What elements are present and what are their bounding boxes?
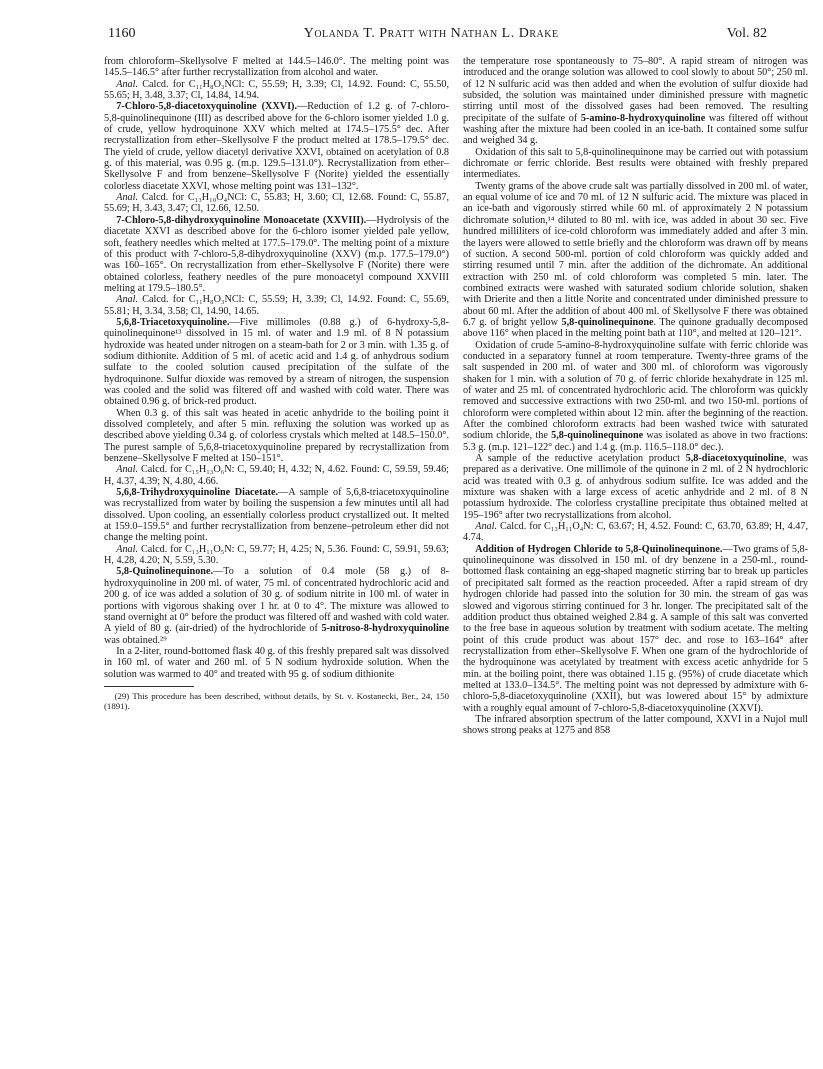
- paragraph: [463, 56, 808, 147]
- running-header: [108, 26, 767, 46]
- analysis-paragraph: [104, 192, 449, 215]
- compound-paragraph: [104, 487, 449, 544]
- analysis-text: Calcd. for C₁₃H₁₀O₄NCl: C, 55.83; H, 3.60; Cl, 12.68. Found: C, 55.87, 55.69; H, 3.43, 3.47; Cl, 12.66, 12.50.: [104, 192, 449, 215]
- paragraph-text: —A sample of 5,6,8-triacetoxyquinoline was recrystallized from water by boiling the suspension a few minutes until all had dissolved. Upon cooling, an essentially colorless product crystallized out. It melted at 159.0–159.5° and further recrystallization from benzene–petroleum ether did not change the melting point.: [104, 487, 449, 544]
- analysis-paragraph: [104, 294, 449, 317]
- analysis-paragraph: [104, 79, 449, 102]
- paragraph-text: —Two grams of 5,8-quinolinequinone was dissolved in 150 ml. of dry benzene in a 250-ml., round-bottomed flask containing an egg-shaped magnetic stirring bar to break up particles of precipitated salt formed as the reaction proceeded. After a rapid stream of dry hydrogen chloride had passed into the solution for 30 min. the stream of gas was slowed and vigorous stirring continued for 3 hr. longer. The precipitated salt of the addition product thus obtained weighed 2.84 g. A sample of this salt was converted to the free base in aqueous solution by treatment with sodium acetate. The melting point of this crude product was about 157° dec. and rose to 163–164° after recrystallization from ether–Skellysolve F. When one gram of the hydrochloride of the hydroquinone was acetylated by treatment with excess acetic anhydride for 5 min. at the boiling point, there was obtained 1.15 g. (95%) of crude diacetate which melted at 133.0–134.5°. The melting point was not depressed by admixture with 6-chloro-5,8-diacetoxyquinoline (XXII), but was lowered about 15° by admixture with a roughly equal amount of 7-chloro-5,8-diacetoxyquinoline (XXVI).: [463, 543, 808, 714]
- anal-label: Anal.: [116, 192, 139, 204]
- paragraph-text: the temperature rose spontaneously to 75–80°. A rapid stream of nitrogen was introduced and the orange solution was allowed to cool slowly to about 50°; 250 ml. of 12 N sulfuric acid was then added and when the evolution of sulfur dioxide had subsided, the solution was maintained under diminished pressure with magnetic stirring until most of the dissolved gases had been removed. The resulting precipitate of the sulfate of: [463, 56, 808, 124]
- anal-label: Anal.: [116, 294, 139, 306]
- paragraph-text: was isolated as above in two fractions: 5.3 g. (m.p. 121–122° dec.) and 1.4 g. (m.p. 116.5–118.0° dec.).: [463, 430, 808, 453]
- compound-name: 5-nitroso-8-hydroxyquinoline: [321, 623, 449, 635]
- paragraph-text: —Reduction of 1.2 g. of 7-chloro-5,8-quinolinequinone (III) as described above for the 6-chloro isomer yielded 1.0 g. of crude, yellow hydroquinone XXV which melted at 174.5–175.5° dec. After recrystallization from ether–Skellysolve F the product melted at 178.5–179.5° dec. The yield of crude, yellow diacetyl derivative XXVI, obtained on acetylation of 0.8 g. of this material, was 0.95 g. (m.p. 129.5–131.0°). Recrystallization from ether–Skellysolve F and from benzene–Skellysolve F (Norite) yielded the essentially colorless diacetate XXVI, whose melting point was 131–132°.: [104, 101, 449, 192]
- compound-heading: 5,6,8-Triacetoxyquinoline.: [116, 316, 230, 328]
- anal-label: Anal.: [116, 543, 139, 555]
- page-number: 1160: [108, 26, 136, 41]
- paragraph-text: —To a solution of 0.4 mole (58 g.) of 8-hydroxyquinoline in 200 ml. of water, 75 ml. of concentrated hydrochloric acid and 200 g. of ice was added a solution of 30 g. of sodium nitrite in 100 ml. of water in portions with vigorous shaking over 1 hr. at 0 to 4°. The mixture was allowed to stand overnight at 0° before the product was filtered off and washed with cold water. A yield of 80 g. (air-dried) of the hydrochloride of: [104, 566, 449, 635]
- compound-heading: 7-Chloro-5,8-diacetoxyquinoline (XXVI).: [116, 101, 297, 113]
- compound-heading: Addition of Hydrogen Chloride to 5,8-Quinolinequinone.: [475, 543, 723, 555]
- paragraph-text: A sample of the reductive acetylation product: [475, 453, 686, 465]
- paragraph: [463, 340, 808, 453]
- paragraph: In a 2-liter, round-bottomed flask 40 g. of this freshly prepared salt was dissolved in 160 ml. of water and 260 ml. of 5 N sodium hydroxide solution. When the solution was warmed to 40° and treated with 95 g. of sodium dithionite: [104, 645, 449, 680]
- right-column: [463, 56, 808, 1056]
- paragraph: from chloroform–Skellysolve F melted at 144.5–146.0°. The melting point was 145.5–146.5° after further recrystallization from alcohol and water.: [104, 56, 449, 79]
- left-column: [104, 56, 449, 1056]
- paragraph-text: was obtained.²⁹: [104, 634, 167, 646]
- compound-paragraph: [104, 566, 449, 645]
- paragraph-text: Twenty grams of the above crude salt was partially dissolved in 200 ml. of water, an equal volume of ice and 70 ml. of 12 N sulfuric acid. The mixture was placed in an ice-bath and vigorously stirred while 60 ml. of approximately 2 N potassium dichromate solution,¹⁴ diluted to 80 ml. with ice, was added in about 30 sec. Five hundred milliliters of ice-cold chloroform was immediately added and after 3 min. the layers were allowed to settle briefly and the chloroform was drawn off by means of suction. A second 500-ml. portion of cold chloroform was quickly added and stirring resumed until 7 min. after the addition of the dichromate. An additional extraction with 250 ml. of cold chloroform was completed 5 min. later. The combined extracts were washed with saturated sodium chloride solution, shaken with Drierite and then a little Norite and concentrated under diminished pressure to about 60 ml. After the addition of about 400 ml. of Skellysolve F there was obtained 6.7 g. of bright yellow: [463, 180, 808, 328]
- analysis-paragraph: [463, 521, 808, 544]
- paragraph-text: , was prepared as a derivative. One millimole of the quinone in 2 ml. of 2 N hydrochloric acid was treated with 0.3 g. of anhydrous sodium sulfite. Ice was added and the mixture was shaken with a large excess of acetic anhydride and 2 ml. of 8 N potassium hydroxide. The colorless crystalline precipitate thus obtained melted at 195–196° after two recrystallizations from alcohol.: [463, 453, 808, 521]
- paragraph: When 0.3 g. of this salt was heated in acetic anhydride to the boiling point it dissolved completely, and after 5 min. refluxing the solution was worked up as described above yielding 0.34 g. of colorless crystals which melted at 148.5–150.0°. The purest sample of 5,6,8-triacetoxyquinoline prepared by recrystallization from benzene–Skellysolve F melted at 150–151°.: [104, 407, 449, 465]
- footnote-rule: [104, 686, 194, 687]
- analysis-text: Calcd. for C₁₃H₁₁O₄N: C, 63.67; H, 4.52. Found: C, 63.70, 63.89; H, 4.47, 4.74.: [463, 521, 808, 544]
- analysis-paragraph: [104, 464, 449, 487]
- paragraph-text: —Hydrolysis of the diacetate XXVI as described above for the 6-chloro isomer yielded pale yellow, soft, feathery needles which melted at 177.5–179.0°. The melting point of a mixture of this product with 7-chloro-5,8-dihydroxyquinoline (XXV) (m.p. 177.5–179.0°) was 160–165°. On recrystallization from ether–Skellysolve F (Norite) there were obtained colorless, feathery needles of the pure monoacetyl compound XXVIII melting at 179.5–180.5°.: [104, 214, 449, 294]
- paragraph: [463, 181, 808, 340]
- compound-name: 5-amino-8-hydroxyquinoline: [580, 112, 706, 124]
- volume-number: Vol. 82: [726, 26, 767, 41]
- compound-paragraph: [104, 215, 449, 294]
- compound-paragraph: [104, 101, 449, 192]
- paragraph: Oxidation of this salt to 5,8-quinolinequinone may be carried out with potassium dichromate or ferric chloride. Best results were obtained with freshly prepared intermediates.: [463, 146, 808, 181]
- compound-heading: 5,8-Quinolinequinone.: [116, 566, 214, 578]
- anal-label: Anal.: [475, 521, 498, 533]
- compound-paragraph: [104, 317, 449, 408]
- paragraph-text: . The quinone gradually decomposed above 116° when placed in the melting point bath at 110°, and melted at 120–121°.: [463, 316, 808, 340]
- anal-label: Anal.: [116, 464, 139, 476]
- compound-paragraph: [463, 544, 808, 714]
- analysis-text: Calcd. for C₁₃H₁₁O₅N: C, 59.77; H, 4.25; N, 5.36. Found: C, 59.91, 59.63; H, 4.28, 4.20; N, 5.59, 5.30.: [104, 543, 449, 567]
- compound-heading: 7-Chloro-5,8-dihydroxyquinoline Monoacetate (XXVIII).: [116, 214, 367, 226]
- compound-name: 5,8-quinolinequinone: [551, 430, 644, 442]
- analysis-text: Calcd. for C₁₁H₈O₃NCl: C, 55.59; H, 3.39; Cl, 14.92. Found: C, 55.50, 55.65; H, 3.48, 3.37; Cl, 14.84, 14.94.: [104, 78, 449, 102]
- analysis-paragraph: [104, 544, 449, 567]
- paragraph: The infrared absorption spectrum of the latter compound, XXVI in a Nujol mull shows strong peaks at 1275 and 858: [463, 713, 808, 737]
- compound-heading: 5,6,8-Trihydroxyquinoline Diacetate.: [116, 487, 279, 499]
- running-title: Yolanda T. Pratt with Nathan L. Drake: [303, 26, 559, 41]
- anal-label: Anal.: [116, 78, 139, 90]
- paragraph: [463, 453, 808, 521]
- analysis-text: Calcd. for C₁₁H₈O₃NCl: C, 55.59; H, 3.39; Cl, 14.92. Found: C, 55.69, 55.81; H, 3.34, 3.58; Cl, 14.90, 14.65.: [104, 294, 449, 317]
- paragraph-text: was filtered off without washing after the mixture had been cooled in an ice-bath. It contained some sulfur and weighed 34 g.: [463, 112, 808, 147]
- compound-name: 5,8-quinolinequinone: [561, 316, 654, 328]
- footnote: (29) This procedure has been described, without details, by St. v. Kostanecki, Ber., 24, 150 (1891).: [104, 690, 449, 711]
- compound-name: 5,8-diacetoxyquinoline: [685, 453, 784, 465]
- analysis-text: Calcd. for C₁₅H₁₃O₆N: C, 59.40; H, 4.32; N, 4.62. Found: C, 59.59, 59.46; H, 4.37, 4.39; N, 4.80, 4.66.: [104, 464, 449, 487]
- paragraph-text: —Five millimoles (0.88 g.) of 6-hydroxy-5,8-quinolinequinone¹³ dissolved in 15 ml. of water and 1.9 ml. of 8 N potassium hydroxide was heated under nitrogen on a steam-bath for 2 or 3 min. with 1.35 g. of sodium dithionite. Addition of 5 ml. of acetic acid and 1.4 g. of anhydrous sodium sulfate to the cooled solution caused precipitation of the sulfate of the hydroquinone. Sulfur dioxide was removed by a stream of nitrogen, the suspension was cooled and the solid was filtered off and washed with cold water. There was obtained 0.96 g. of brick-red product.: [104, 316, 449, 408]
- paragraph-text: Oxidation of crude 5-amino-8-hydroxyquinoline sulfate with ferric chloride was conducted in a separatory funnel at room temperature. Twenty-three grams of the salt suspended in 200 ml. of water and 300 ml. of chloroform was vigorously shaken for 1 min. with a solution of 70 g. of ferric chloride hexahydrate in 125 ml. of water and 25 ml. of concentrated hydrochloric acid. The chloroform was quickly removed and successive extractions with two 250-ml. and two 150-ml. portions of chloroform were completed within about 12 min. after the beginning of the reaction. After the combined chloroform extracts had been washed twice with saturated sodium chloride, the: [463, 339, 808, 442]
